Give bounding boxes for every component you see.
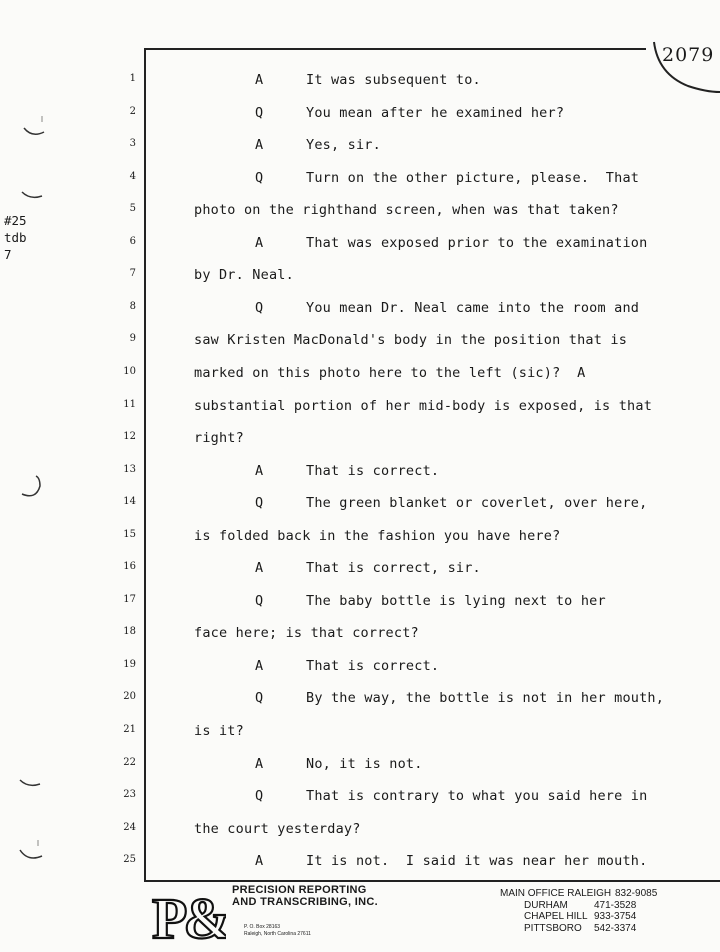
speaker-label: Q — [255, 169, 264, 186]
speaker-label: A — [255, 137, 264, 154]
line-number: 24 — [123, 821, 136, 833]
margin-mark — [16, 836, 46, 866]
office-place: DURHAM — [524, 899, 568, 911]
line-number: 14 — [123, 496, 136, 508]
transcript-line: marked on this photo here to the left (sic)? A — [194, 364, 586, 381]
line-number: 9 — [129, 333, 136, 345]
line-number: 1 — [129, 73, 136, 84]
page-number: 2079 — [662, 44, 715, 66]
transcript-line: by Dr. Neal. — [194, 267, 294, 284]
margin-mark — [20, 110, 50, 140]
speaker-label: A — [255, 72, 264, 88]
transcript-line: It is not. I said it was near her mouth. — [306, 853, 648, 870]
margin-mark — [18, 776, 44, 790]
office-phone: 832-9085 — [615, 888, 658, 899]
margin-note-line: #25 — [4, 213, 27, 228]
office-phone: 471-3528 — [594, 899, 637, 911]
line-number: 17 — [123, 593, 136, 605]
transcript-line: is folded back in the fashion you have here? — [194, 527, 561, 544]
office-place: PITTSBORO — [524, 922, 582, 934]
speaker-label: Q — [255, 690, 264, 707]
line-number: 18 — [123, 626, 136, 638]
address-line: P. O. Box 28163 — [244, 924, 281, 930]
line-number: 5 — [129, 203, 136, 215]
line-number: 8 — [129, 300, 136, 312]
margin-note-line: tdb — [4, 230, 27, 245]
speaker-label: A — [255, 234, 264, 251]
line-number: 7 — [129, 268, 136, 280]
speaker-label: A — [255, 853, 264, 870]
transcript-line: That is correct. — [306, 657, 440, 674]
speaker-label: A — [255, 755, 264, 772]
line-number: 2 — [129, 105, 136, 117]
line-number: 16 — [123, 561, 136, 573]
logo-text: P& — [152, 886, 226, 944]
margin-note — [4, 212, 27, 263]
transcript-line: substantial portion of her mid-body is exposed, is that — [194, 397, 653, 414]
margin-mark — [18, 472, 48, 502]
margin-mark — [20, 188, 46, 202]
transcript-line: It was subsequent to. — [306, 72, 481, 88]
speaker-label: Q — [255, 592, 264, 609]
speaker-label: A — [255, 657, 264, 674]
transcript-line: saw Kristen MacDonald's body in the position that is — [194, 332, 628, 349]
line-number: 12 — [123, 431, 136, 443]
company-line: AND TRANSCRIBING, INC. — [232, 896, 378, 908]
line-number: 25 — [123, 854, 136, 866]
line-number: 3 — [129, 138, 136, 150]
company-line: PRECISION REPORTING — [232, 884, 367, 896]
line-number: 23 — [123, 789, 136, 801]
office-place: MAIN OFFICE RALEIGH — [500, 888, 612, 899]
transcript-line: By the way, the bottle is not in her mouth, — [306, 690, 665, 707]
speaker-label: A — [255, 462, 264, 479]
speaker-label: Q — [255, 104, 264, 121]
line-number: 6 — [129, 235, 136, 247]
transcript-line: That is contrary to what you said here in — [306, 788, 648, 805]
line-number: 11 — [123, 398, 136, 410]
speaker-label: Q — [255, 788, 264, 805]
company-logo — [150, 884, 226, 948]
transcript-line: That was exposed prior to the examination — [306, 234, 648, 251]
speaker-label: Q — [255, 495, 264, 512]
transcript-line: That is correct. — [306, 462, 440, 479]
transcript-line: the court yesterday? — [194, 820, 361, 837]
office-phone: 933-3754 — [594, 911, 637, 922]
transcript-line: face here; is that correct? — [194, 625, 419, 642]
line-number: 15 — [123, 528, 136, 540]
line-number: 22 — [123, 756, 136, 768]
line-number: 20 — [123, 691, 136, 703]
line-number: 10 — [123, 365, 136, 377]
line-number: 13 — [123, 463, 136, 475]
transcript-line: You mean after he examined her? — [306, 104, 565, 121]
margin-note-line: 7 — [4, 247, 12, 262]
speaker-label: A — [255, 560, 264, 577]
line-number: 4 — [129, 170, 136, 182]
company-name — [232, 884, 378, 908]
transcript-line: The baby bottle is lying next to her — [306, 592, 606, 609]
transcript-line: You mean Dr. Neal came into the room and — [306, 299, 640, 316]
transcript-line: Yes, sir. — [306, 137, 381, 154]
company-address — [244, 924, 311, 938]
address-line: Raleigh, North Carolina 27611 — [244, 931, 311, 937]
transcript-line: is it? — [194, 723, 244, 739]
transcript-line: photo on the righthand screen, when was that taken? — [194, 202, 619, 219]
transcript-line: The green blanket or coverlet, over here, — [306, 495, 648, 512]
transcript-line: right? — [194, 430, 244, 447]
transcript-line: Turn on the other picture, please. That — [306, 169, 640, 186]
speaker-label: Q — [255, 299, 264, 316]
logo-mark — [150, 884, 226, 944]
line-number: 21 — [123, 724, 136, 735]
transcript-line: That is correct, sir. — [306, 560, 481, 577]
office-place: CHAPEL HILL — [524, 911, 588, 922]
line-number: 19 — [123, 658, 136, 670]
office-phone: 542-3374 — [594, 922, 637, 934]
transcript-line: No, it is not. — [306, 755, 423, 772]
